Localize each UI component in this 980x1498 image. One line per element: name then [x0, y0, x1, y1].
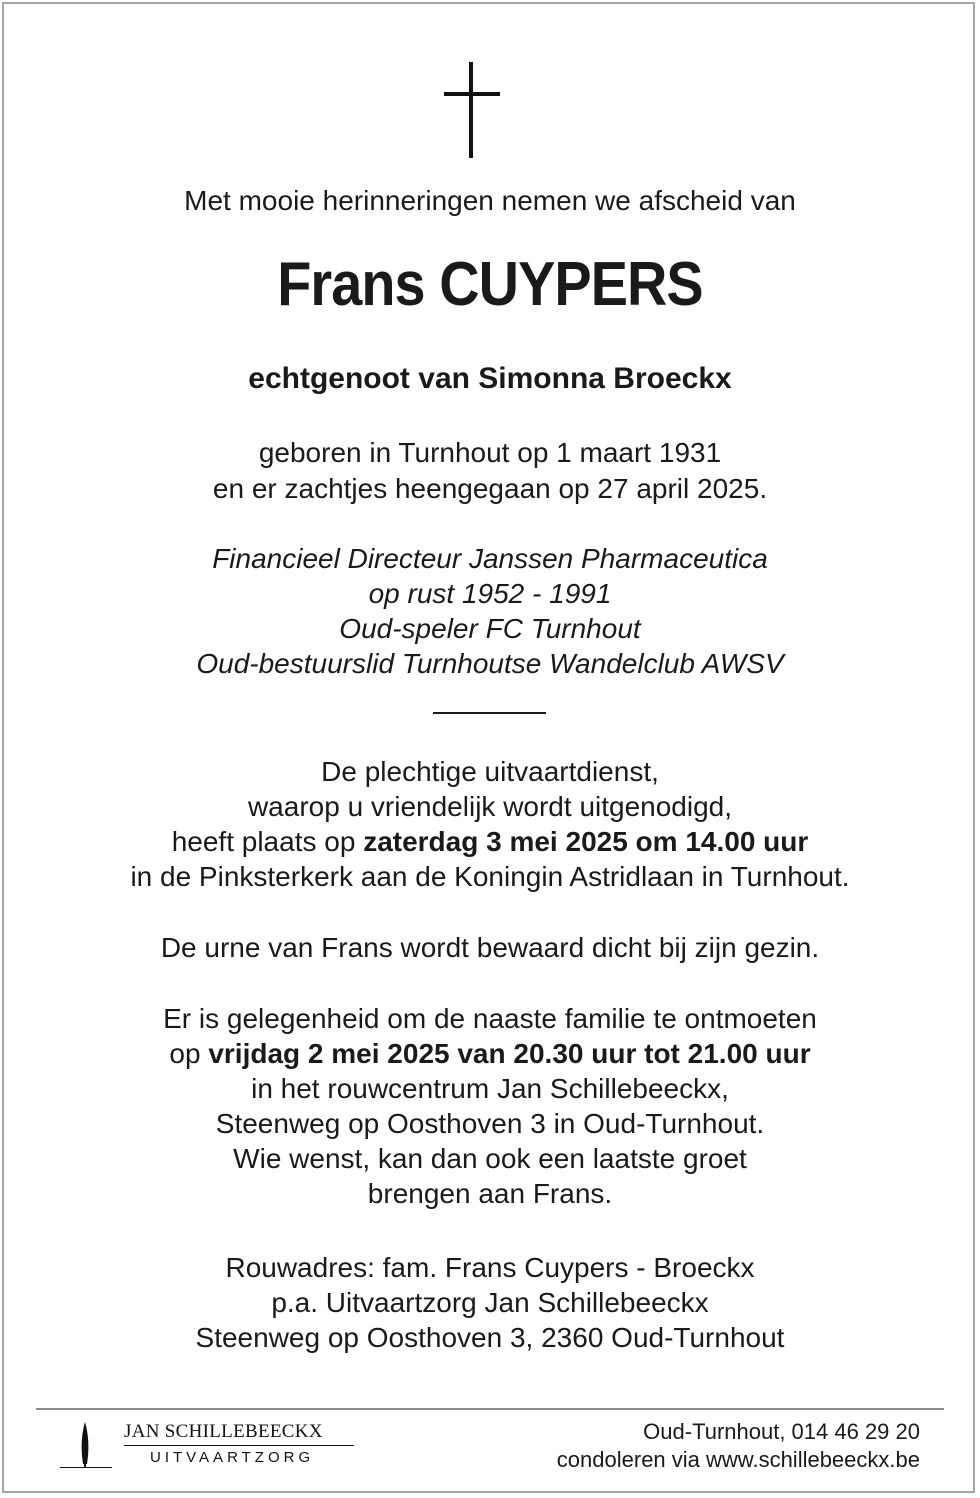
career-line: Oud-speler FC Turnhout	[339, 613, 641, 644]
service-datetime: zaterdag 3 mei 2025 om 14.00 uur	[363, 826, 809, 857]
service-prefix: heeft plaats op	[171, 826, 364, 857]
urn-line: De urne van Frans wordt bewaard dicht bij zijn gezin.	[160, 932, 820, 963]
birth-line: geboren in Turnhout op 1 maart 1931	[258, 437, 722, 468]
career-line: Financieel Directeur Janssen Pharmaceutica	[212, 543, 768, 574]
visit-datetime: vrijdag 2 mei 2025 van 20.30 uur tot 21.00 uur	[208, 1038, 811, 1069]
visit-line: Wie wenst, kan dan ook een laatste groet	[233, 1143, 747, 1174]
service-line: De plechtige uitvaartdienst,	[321, 756, 659, 787]
service-line	[0, 824, 980, 859]
contact-website[interactable]: condoleren via www.schillebeeckx.be	[556, 1447, 920, 1472]
cypress-tree-icon	[58, 1420, 114, 1470]
address-line: p.a. Uitvaartzorg Jan Schillebeeckx	[271, 1287, 709, 1318]
visit-line: in het rouwcentrum Jan Schillebeeckx,	[251, 1073, 729, 1104]
divider	[433, 712, 546, 714]
visit-line: Er is gelegenheid om de naaste familie te ontmoeten	[163, 1003, 817, 1034]
service-line: in de Pinksterkerk aan de Koningin Astridlaan in Turnhout.	[130, 861, 850, 892]
funeral-home-logo	[58, 1420, 358, 1474]
brand-underline	[124, 1445, 354, 1446]
visit-line: Steenweg op Oosthoven 3 in Oud-Turnhout.	[215, 1108, 765, 1139]
mourning-address	[0, 1250, 980, 1355]
brand-subtitle: UITVAARTZORG	[150, 1449, 315, 1466]
contact-phone: Oud-Turnhout, 014 46 29 20	[643, 1419, 920, 1444]
footer-divider	[36, 1408, 944, 1410]
address-line: Rouwadres: fam. Frans Cuypers - Broeckx	[225, 1252, 755, 1283]
death-line: en er zachtjes heengegaan op 27 april 2025.	[212, 473, 768, 504]
brand-name: JAN SCHILLEBEECKX	[124, 1421, 323, 1442]
service-line: waarop u vriendelijk wordt uitgenodigd,	[247, 791, 733, 822]
spouse-line: echtgenoot van Simonna Broeckx	[248, 362, 732, 395]
visit-prefix: op	[169, 1038, 209, 1069]
career-line: Oud-bestuurslid Turnhoutse Wandelclub AWSV	[196, 648, 784, 679]
address-line: Steenweg op Oosthoven 3, 2360 Oud-Turnhout	[195, 1322, 785, 1353]
career-block	[0, 541, 980, 681]
service-block	[0, 754, 980, 894]
deceased-name: Frans CUYPERS	[277, 250, 703, 319]
career-line: op rust 1952 - 1991	[368, 578, 612, 609]
contact-block	[557, 1418, 920, 1474]
visitation-block	[0, 1001, 980, 1211]
visit-line: brengen aan Frans.	[367, 1178, 613, 1209]
cross-icon	[444, 62, 500, 158]
birth-death-block	[0, 435, 980, 507]
visit-line	[0, 1036, 980, 1071]
intro-text: Met mooie herinneringen nemen we afscheid van	[184, 185, 796, 216]
